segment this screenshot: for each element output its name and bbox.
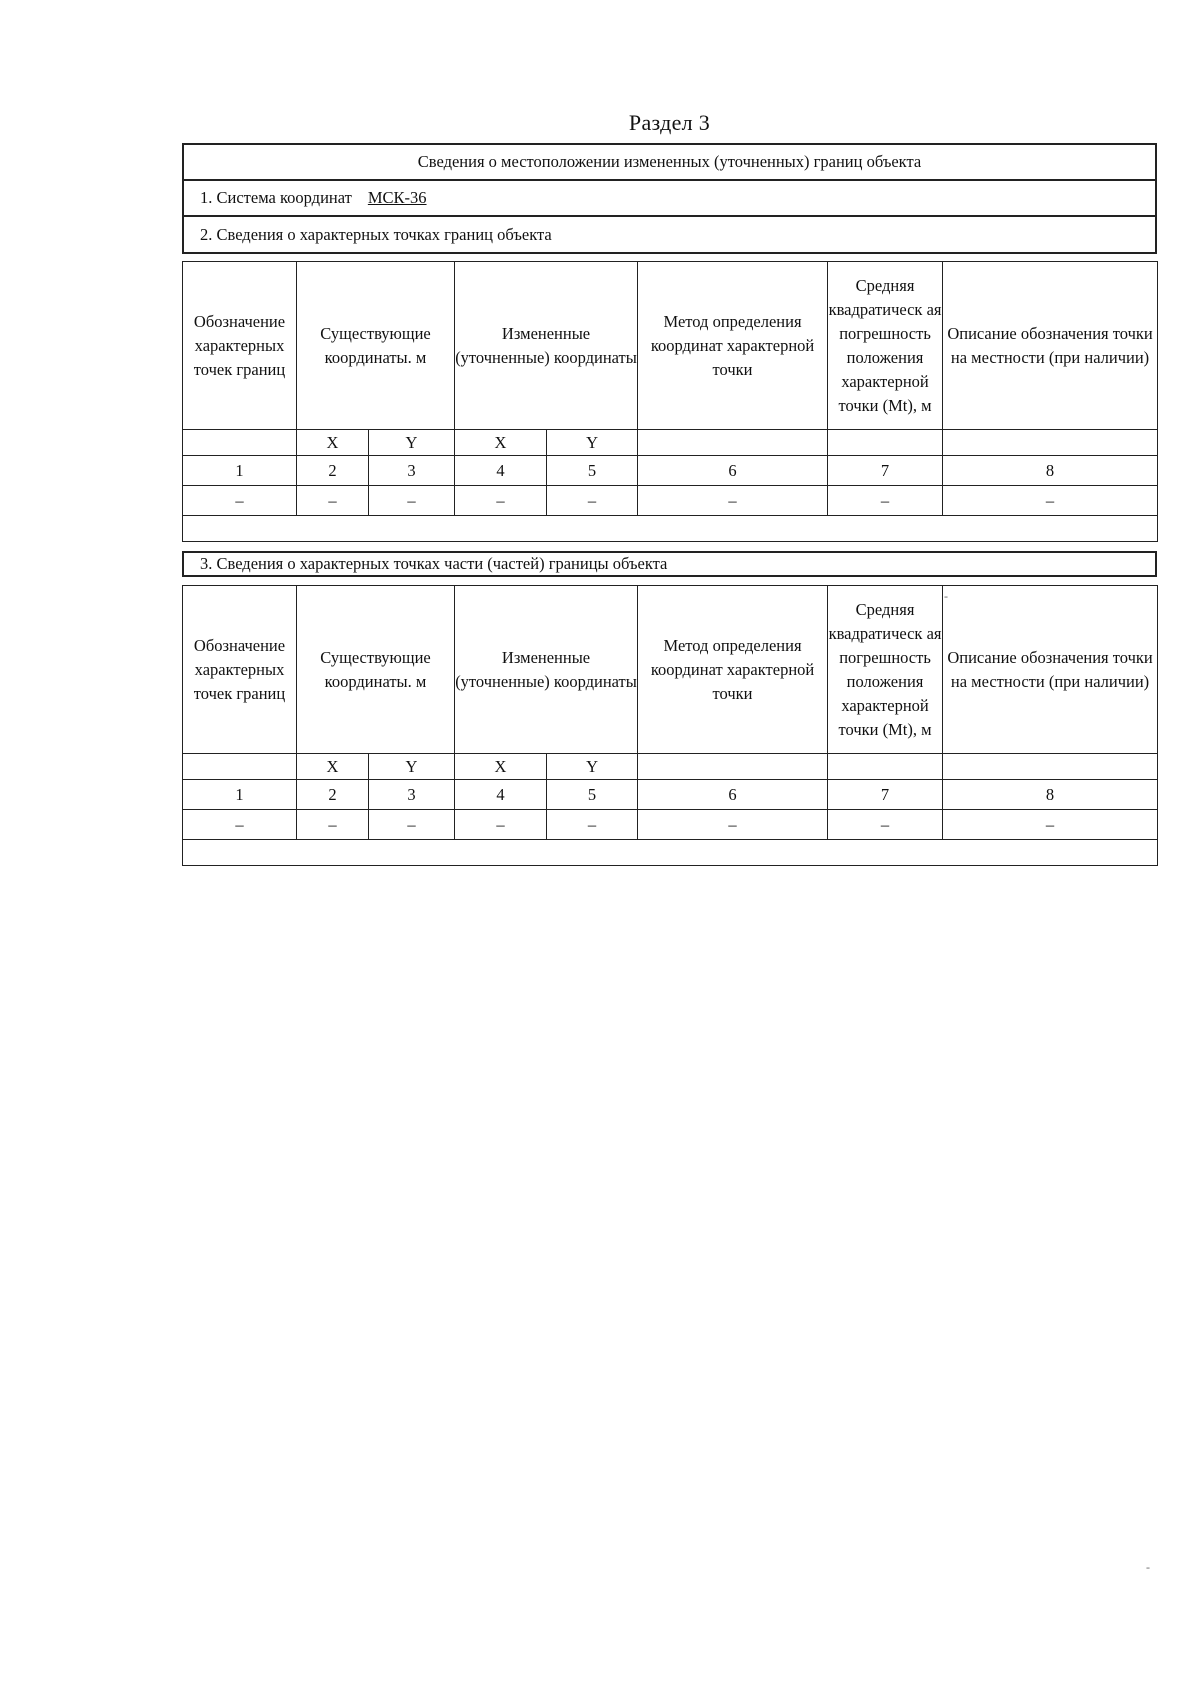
header-method: Метод определения координат характерной точки <box>638 586 828 754</box>
column-number: 1 <box>183 456 297 486</box>
dash-cell: – <box>828 810 943 840</box>
header-point-designation: Обозначение характерных точек границ <box>183 586 297 754</box>
column-number: 3 <box>369 456 455 486</box>
coordinate-system-row <box>184 181 1155 217</box>
empty-cell <box>828 754 943 780</box>
section3-heading: 3. Сведения о характерных точках части (частей) границы объекта <box>182 551 1157 577</box>
column-number: 1 <box>183 780 297 810</box>
empty-cell <box>638 430 828 456</box>
page-title: Раздел 3 <box>628 110 711 135</box>
column-number: 5 <box>547 456 638 486</box>
header-y: Y <box>547 430 638 456</box>
dash-cell: – <box>183 486 297 516</box>
header-description: Описание обозначения точки на местности (при наличии) <box>943 262 1158 430</box>
header-mean-error: Средняя квадратическ ая погрешность положения характерной точки (Mt), м <box>828 586 943 754</box>
stray-mark: - <box>1146 1560 1150 1574</box>
empty-cell <box>943 430 1158 456</box>
column-number: 2 <box>297 780 369 810</box>
dash-cell: – <box>638 486 828 516</box>
column-number: 2 <box>297 456 369 486</box>
dash-cell: – <box>369 810 455 840</box>
header-x: X <box>297 754 369 780</box>
column-number: 5 <box>547 780 638 810</box>
column-number: 7 <box>828 780 943 810</box>
empty-cell <box>183 754 297 780</box>
dash-cell: – <box>455 810 547 840</box>
header-y: Y <box>369 430 455 456</box>
dash-cell: – <box>943 486 1158 516</box>
section-header-frame <box>182 143 1157 254</box>
header-description: Описание обозначения точки на местности (при наличии) <box>943 586 1158 754</box>
header-existing-coordinates: Существующие координаты. м <box>297 586 455 754</box>
column-number: 8 <box>943 456 1158 486</box>
coordinate-system-value: МСК-36 <box>367 188 427 207</box>
dash-cell: – <box>297 810 369 840</box>
empty-row <box>183 516 1158 542</box>
dash-cell: – <box>369 486 455 516</box>
empty-cell <box>183 430 297 456</box>
header-y: Y <box>547 754 638 780</box>
section-caption: Сведения о местоположении измененных (уточненных) границ объекта <box>184 145 1155 181</box>
stray-mark: - <box>944 589 948 603</box>
column-number: 8 <box>943 780 1158 810</box>
header-x: X <box>455 430 547 456</box>
empty-cell <box>828 430 943 456</box>
boundary-points-table <box>182 261 1158 542</box>
dash-cell: – <box>547 486 638 516</box>
column-number: 4 <box>455 780 547 810</box>
header-mean-error: Средняя квадратическ ая погрешность положения характерной точки (Mt), м <box>828 262 943 430</box>
column-number: 6 <box>638 456 828 486</box>
header-changed-coordinates: Измененные (уточненные) координаты <box>455 262 638 430</box>
header-x: X <box>455 754 547 780</box>
dash-cell: – <box>297 486 369 516</box>
header-x: X <box>297 430 369 456</box>
dash-cell: – <box>547 810 638 840</box>
column-number: 3 <box>369 780 455 810</box>
column-number: 6 <box>638 780 828 810</box>
header-y: Y <box>369 754 455 780</box>
dash-cell: – <box>943 810 1158 840</box>
header-point-designation: Обозначение характерных точек границ <box>183 262 297 430</box>
dash-cell: – <box>183 810 297 840</box>
points-heading: 2. Сведения о характерных точках границ объекта <box>200 224 552 244</box>
header-changed-coordinates: Измененные (уточненные) координаты <box>455 586 638 754</box>
empty-cell <box>638 754 828 780</box>
column-number: 4 <box>455 456 547 486</box>
dash-cell: – <box>638 810 828 840</box>
column-number: 7 <box>828 456 943 486</box>
coordinate-system-label: 1. Система координат <box>200 188 352 207</box>
dash-cell: – <box>455 486 547 516</box>
dash-cell: – <box>828 486 943 516</box>
header-existing-coordinates: Существующие координаты. м <box>297 262 455 430</box>
empty-cell <box>943 754 1158 780</box>
empty-row <box>183 840 1158 866</box>
part-boundary-points-table <box>182 585 1158 866</box>
header-method: Метод определения координат характерной точки <box>638 262 828 430</box>
